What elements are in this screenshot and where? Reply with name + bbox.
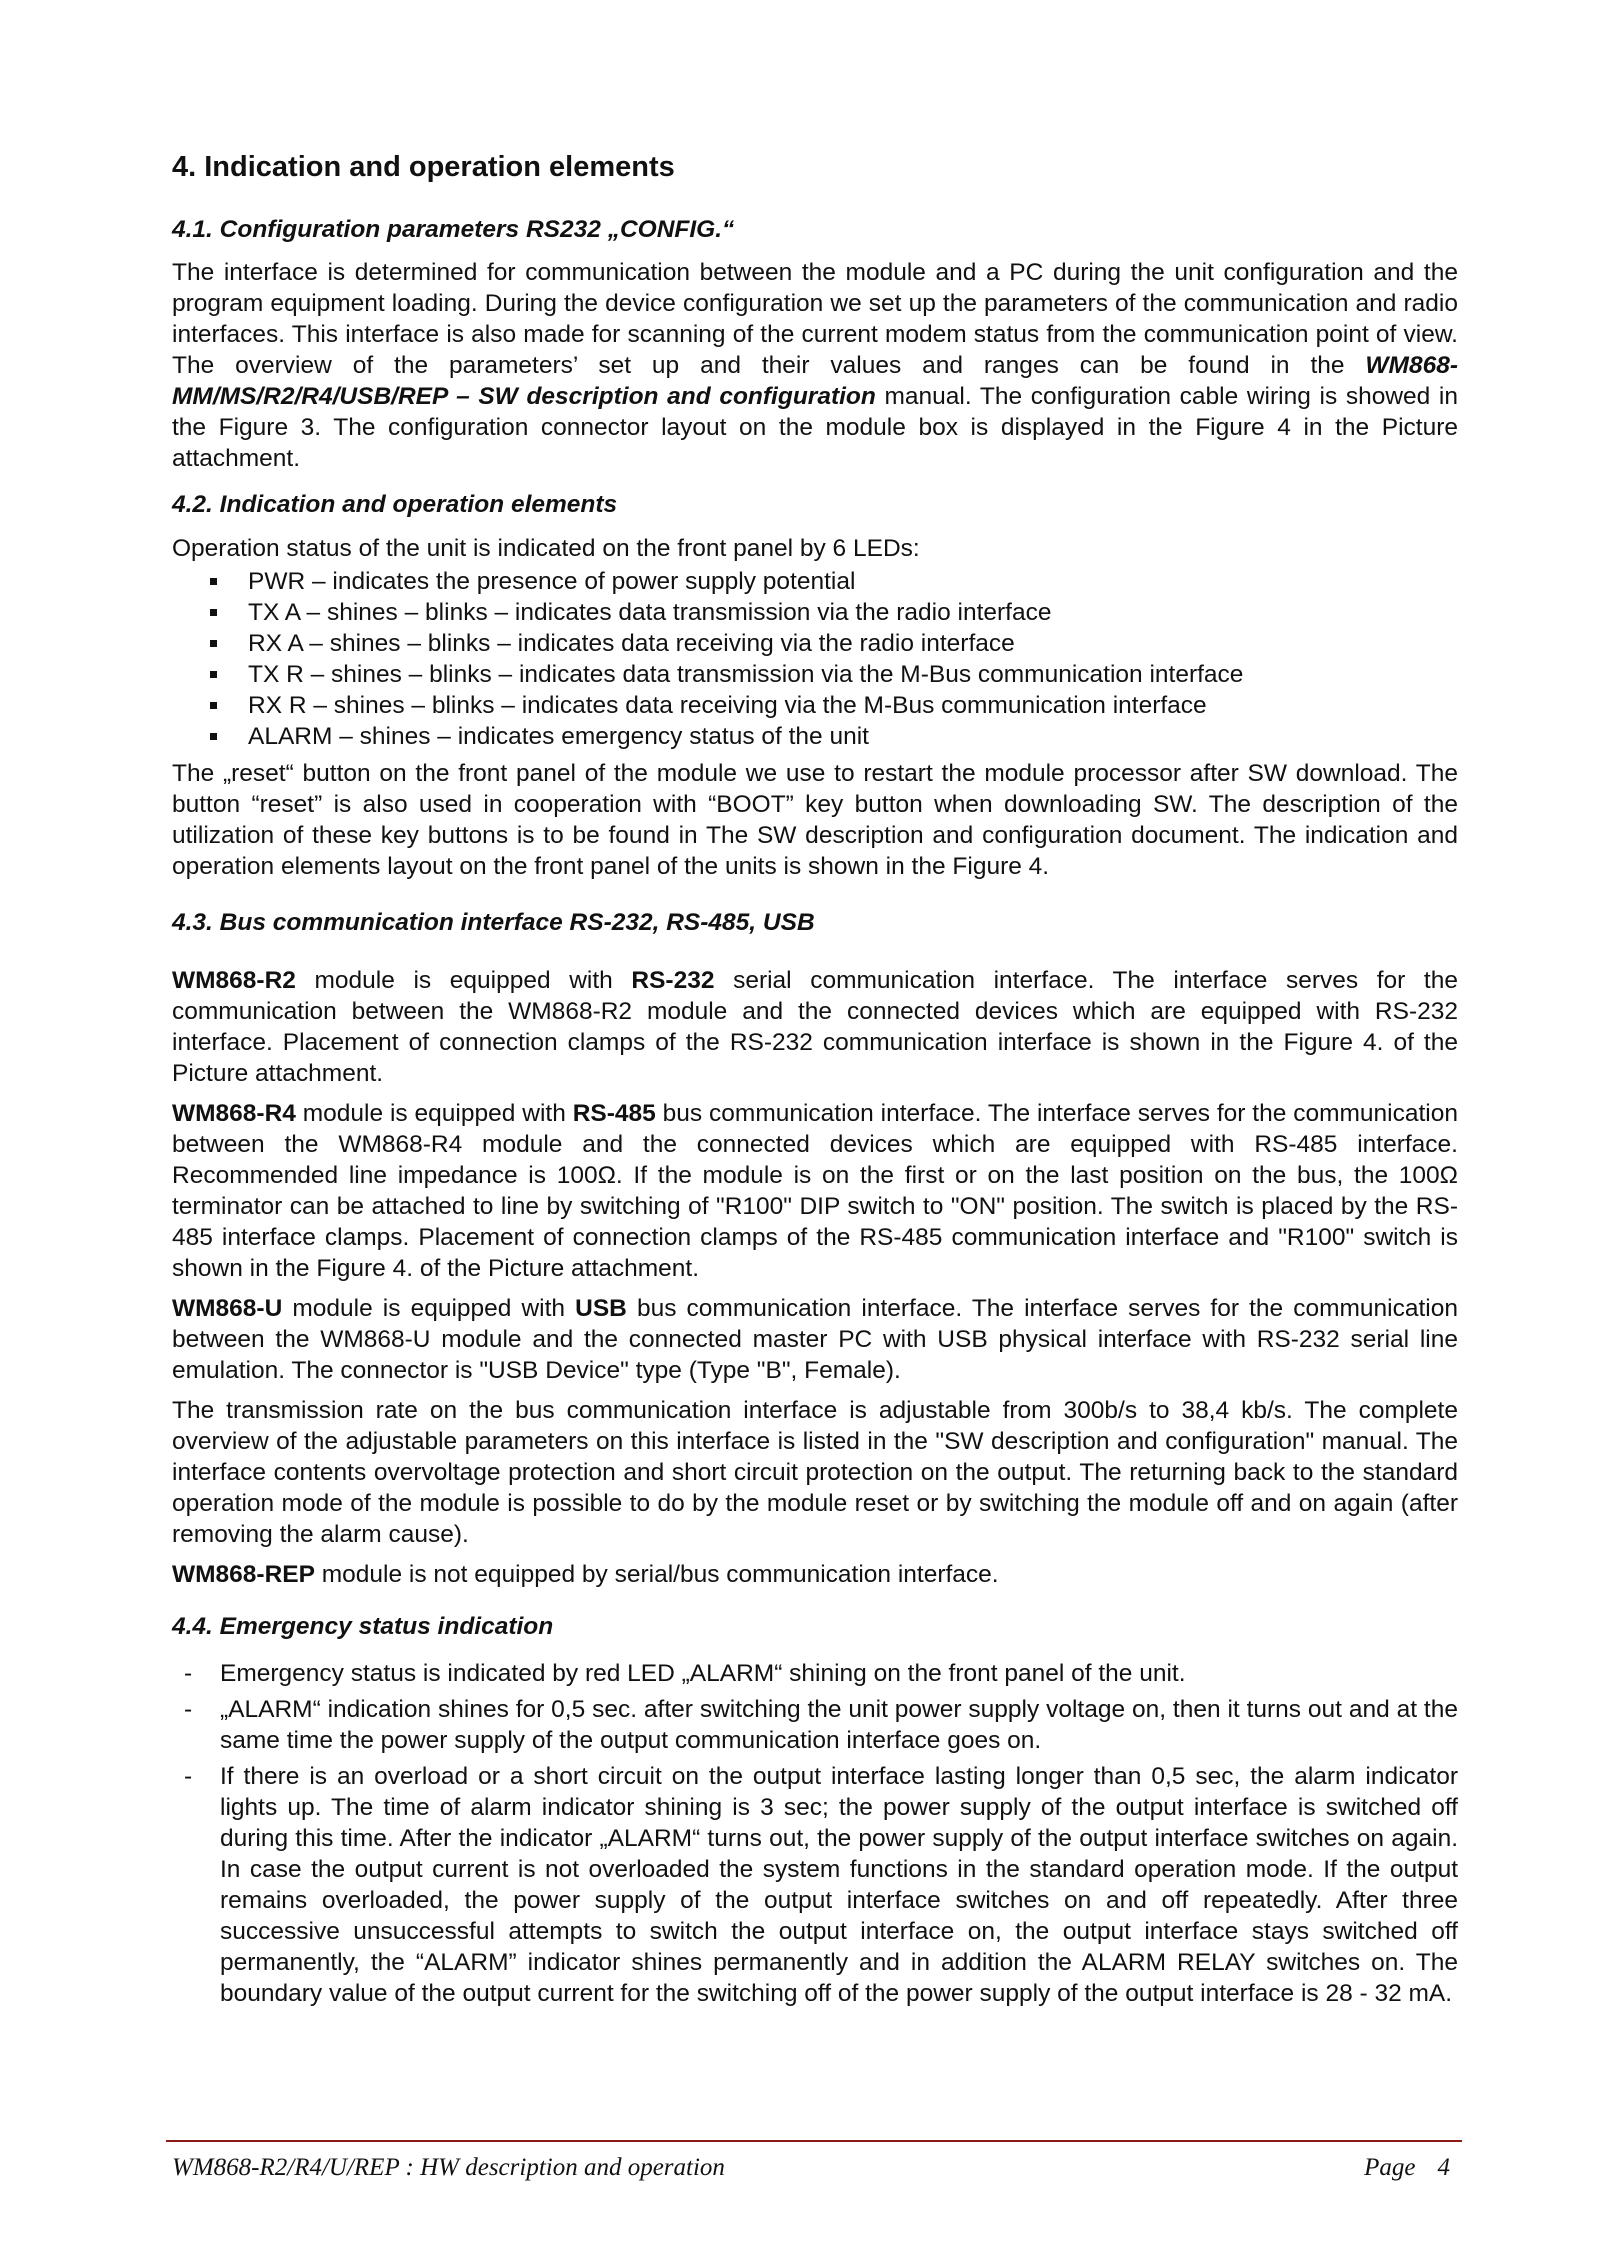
document-page: [172, 150, 1458, 2025]
text-run: serial communication interface. The interface serves for the communication between the WM868-R2 module and the connected devices which are equipped with RS-232 interface. Placement of connection clamps of the RS-232 communication interface is shown in the Figure 4. of the Picture attachment.: [172, 966, 1458, 1087]
interface-name: RS-485: [572, 1099, 656, 1127]
text-run: The interface is determined for communication between the module and a PC during the unit configuration and the program equipment loading. During the device configuration we set up the parameters of the communication and radio interfaces. This interface is also made for scanning of the current modem status from the communication point of view. The overview of the parameters’ set up and their values and ranges can be found in the: [172, 259, 1458, 380]
reset-paragraph: The „reset“ button on the front panel of the module we use to restart the module processor after SW download. The button “reset” is also used in cooperation with “BOOT” key button when downloading SW. The description of the utilization of these key buttons is to be found in The SW description and configuration document. The indication and operation elements layout on the front panel of the units is shown in the Figure 4.: [172, 760, 1458, 881]
rep-paragraph: [172, 1559, 1458, 1590]
model-name: WM868-REP: [172, 1560, 315, 1588]
section-4-1: [172, 215, 1458, 475]
list-item: - Emergency status is indicated by red LED „ALARM“ shining on the front panel of the unit.: [172, 1658, 1458, 1689]
text-run: bus communication interface. The interface serves for the communication between the WM868-R4 module and the connected devices which are equipped with RS-485 interface. Recommended line impedance is 100Ω. If the module is on the first or on the last position on the bus, the 100Ω terminator can be attached to line by switching of "R100" DIP switch to "ON" position. The switch is placed by the RS-485 interface clamps. Placement of connection clamps of the RS-485 communication interface and "R100" switch is shown in the Figure 4. of the Picture attachment.: [172, 1099, 1458, 1282]
footer-doc-title: WM868-R2/R4/U/REP : HW description and operation: [172, 2154, 725, 2181]
emergency-list: [172, 1658, 1458, 2009]
r2-paragraph: [172, 965, 1458, 1089]
led-intro: Operation status of the unit is indicated on the front panel by 6 LEDs:: [172, 535, 920, 563]
list-item: TX R – shines – blinks – indicates data transmission via the M-Bus communication interface: [210, 659, 1458, 690]
manual-reference: WM868-MM/MS/R2/R4/USB/REP – SW description and configuration: [172, 352, 1458, 411]
interface-name: RS-232: [631, 966, 715, 994]
list-item: RX A – shines – blinks – indicates data receiving via the radio interface: [210, 628, 1458, 659]
model-name: WM868-R2: [172, 966, 296, 994]
rate-paragraph: The transmission rate on the bus communication interface is adjustable from 300b/s to 38,4 kb/s. The complete overview of the adjustable parameters on this interface is listed in the "SW description and configuration" manual. The interface contents overvoltage protection and short circuit protection on the output. The returning back to the standard operation mode of the module is possible to do by the module reset or by switching the module off and on again (after removing the alarm cause).: [172, 1396, 1458, 1548]
page-label: Page: [1364, 2154, 1416, 2181]
subsection-title-4-4: 4.4. Emergency status indication: [172, 1612, 554, 1640]
section-heading: 4. Indication and operation elements: [172, 151, 675, 183]
list-item: ALARM – shines – indicates emergency status of the unit: [210, 721, 1458, 752]
subsection-title-4-1: 4.1. Configuration parameters RS232 „CONFIG.“: [172, 215, 735, 243]
page-number: [1364, 2154, 1450, 2182]
section-4-3: [172, 908, 1458, 1590]
subsection-title-4-3: 4.3. Bus communication interface RS-232, RS-485, USB: [172, 909, 815, 937]
led-list: [172, 566, 1458, 752]
list-item: TX A – shines – blinks – indicates data transmission via the radio interface: [210, 597, 1458, 628]
config-paragraph: [172, 257, 1458, 474]
page-number-value: 4: [1437, 2154, 1450, 2181]
list-item: - If there is an overload or a short circuit on the output interface lasting longer than 0,5 sec, the alarm indicator lights up. The time of alarm indicator shining is 3 sec; the power supply of the output interface is switched off during this time. After the indicator „ALARM“ turns out, the power supply of the output interface switches on again. In case the output current is not overloaded the system functions in the standard operation mode. If the output remains overloaded, the power supply of the output interface switches on and off repeatedly. After three successive unsuccessful attempts to switch the output interface on, the output interface stays switched off permanently, the “ALARM” indicator shines permanently and in addition the ALARM RELAY switches on. The boundary value of the output current for the switching off of the power supply of the output interface is 28 - 32 mA.: [172, 1761, 1458, 2009]
text-run: manual. The configuration cable wiring is showed in the Figure 3. The configuration connector layout on the module box is displayed in the Figure 4 in the Picture attachment.: [172, 383, 1458, 473]
text-run: bus communication interface. The interface serves for the communication between the WM868-U module and the connected master PC with USB physical interface with RS-232 serial line emulation. The connector is "USB Device" type (Type "B", Female).: [172, 1294, 1458, 1384]
model-name: WM868-R4: [172, 1099, 296, 1127]
text-run: module is equipped with: [282, 1294, 576, 1322]
list-item: PWR – indicates the presence of power supply potential: [210, 566, 1458, 597]
text-run: module is not equipped by serial/bus communication interface.: [314, 1560, 999, 1588]
subsection-title-4-2: 4.2. Indication and operation elements: [172, 491, 618, 519]
section-4-2: [172, 490, 1458, 882]
list-item: - „ALARM“ indication shines for 0,5 sec. after switching the unit power supply voltage on, then it turns out and at the same time the power supply of the output communication interface goes on.: [172, 1694, 1458, 1756]
interface-name: USB: [575, 1294, 627, 1322]
section-4-4: [172, 1612, 1458, 2010]
page-footer: [166, 2140, 1462, 2182]
r4-paragraph: [172, 1098, 1458, 1284]
text-run: module is equipped with: [295, 966, 632, 994]
model-name: WM868-U: [172, 1294, 283, 1322]
usb-paragraph: [172, 1293, 1458, 1386]
text-run: module is equipped with: [295, 1099, 573, 1127]
list-item: RX R – shines – blinks – indicates data receiving via the M-Bus communication interface: [210, 690, 1458, 721]
